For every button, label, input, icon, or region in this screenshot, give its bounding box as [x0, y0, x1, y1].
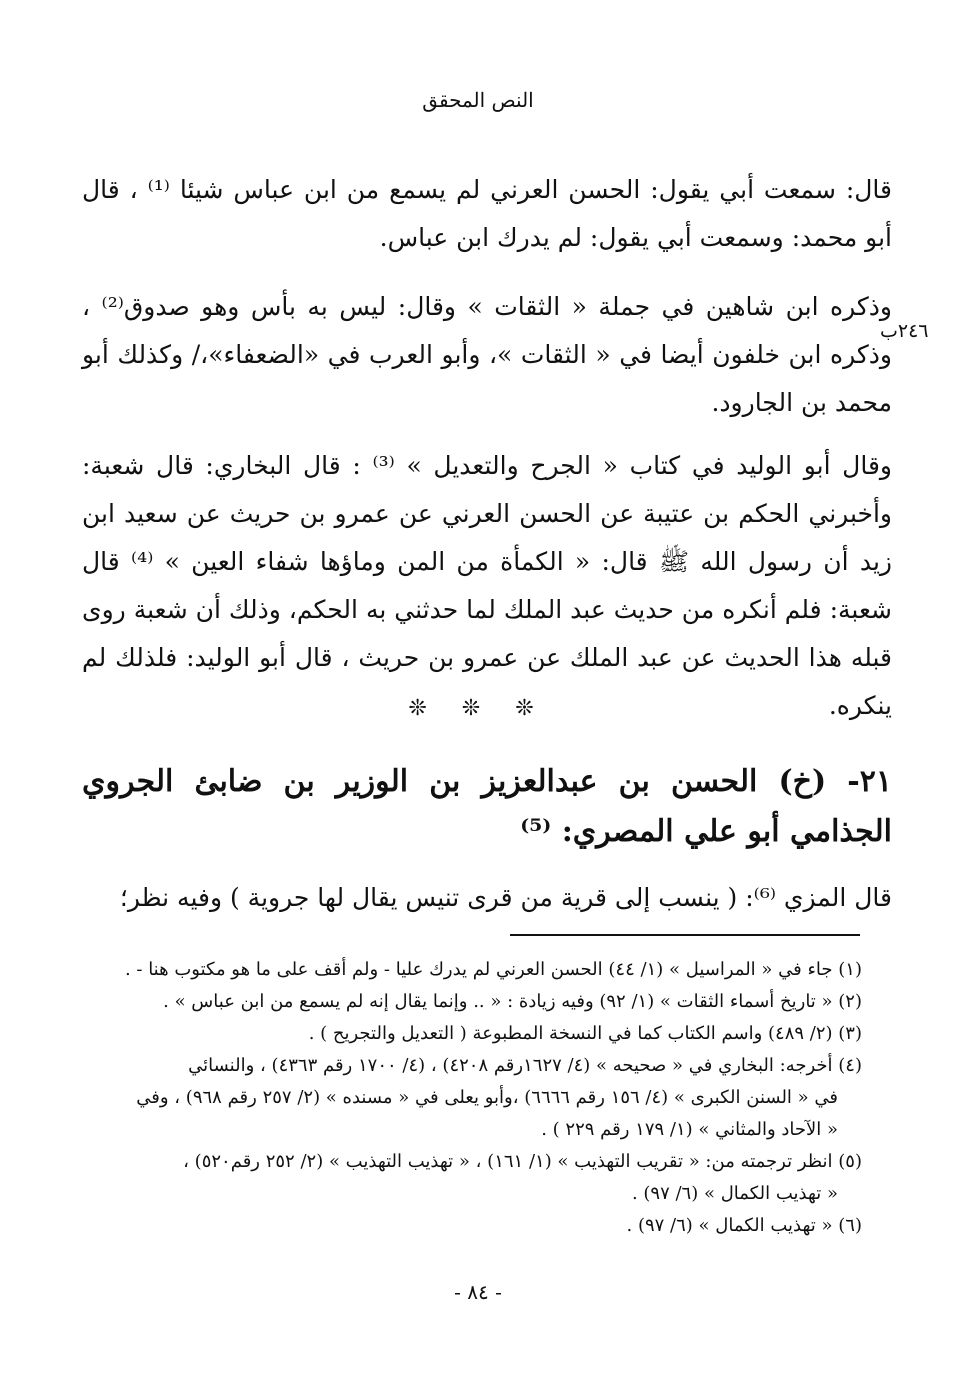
- footnote: (١) جاء في « المراسيل » (١/ ٤٤) الحسن العرني لم يدرك عليا - ولم أقف على ما هو مكتوب هنا - .: [124, 959, 862, 980]
- main-text: [82, 283, 892, 427]
- footnotes: [82, 954, 862, 1242]
- footnote: (٥) انظر ترجمته من: « تقريب التهذيب » (١/ ١٦١) ، « تهذيب التهذيب » (٢/ ٢٥٢ رقم٥٢٠) ،: [183, 1151, 862, 1172]
- section-separator: ❊ ❊ ❊: [408, 696, 548, 721]
- footnote-rule: [510, 934, 860, 936]
- entry-heading: ٢١- (خ) الحسن بن عبدالعزيز بن الوزير بن ضابئ الجروي الجذامي أبو علي المصري: ⁽⁵⁾: [82, 764, 892, 849]
- paragraph: قال: سمعت أبي يقول: الحسن العرني لم يسمع من ابن عباس شيئا ⁽¹⁾ ، قال أبو محمد: وسمعت أبي يقول: لم يدرك ابن عباس.: [82, 175, 892, 252]
- paragraph: وقال أبو الوليد في كتاب « الجرح والتعديل » ⁽³⁾ : قال البخاري: قال شعبة: وأخبرني الحكم بن عتيبة عن الحسن العرني عن عمرو بن حريث عن سعيد ابن زيد أن رسول الله ﷺ قال: « الكمأة من المن وماؤها شفاء العين » ⁽⁴⁾ قال شعبة: فلم أنكره من حديث عبد الملك لما حدثني به الحكم، وذلك أن شعبة روى قبله هذا الحديث عن عبد الملك عن عمرو بن حريث ، قال أبو الوليد: فلذلك لم ينكره.: [82, 451, 892, 720]
- footnote-continuation: في « السنن الكبرى » (٤/ ١٥٦ رقم ٦٦٦٦) ،وأبو يعلى في « مسنده » (٢/ ٢٥٧ رقم ٩٦٨) ، وفي: [136, 1087, 838, 1108]
- page-number: - ٨٤ -: [454, 1280, 502, 1304]
- footnote: (٣) (٢/ ٤٨٩) واسم الكتاب كما في النسخة المطبوعة ( التعديل والتجريح ) .: [308, 1023, 862, 1044]
- main-text: [82, 442, 892, 730]
- footnote: (٢) « تاريخ أسماء الثقات » (١/ ٩٢) وفيه زيادة : « .. وإنما يقال إنه لم يسمع من ابن عباس » .: [163, 991, 862, 1012]
- footnote-continuation: « الآحاد والمثاني » (١/ ١٧٩ رقم ٢٢٩ ) .: [541, 1119, 838, 1140]
- running-header: النص المحقق: [422, 88, 534, 112]
- footnote-continuation: « تهذيب الكمال » (٦/ ٩٧) .: [631, 1183, 838, 1204]
- folio-margin-note: ٢٤٦ب: [880, 320, 929, 342]
- footnote: (٤) أخرجه: البخاري في « صحيحه » (٤/ ١٦٢٧رقم ٤٢٠٨) ، (٤/ ١٧٠٠ رقم ٤٣٦٣) ، والنسائي: [188, 1055, 862, 1076]
- entry-body: قال المزي ⁽⁶⁾: ( ينسب إلى قرية من قرى تنيس يقال لها جروية ) وفيه نظر؛: [119, 883, 892, 912]
- main-text: [82, 166, 892, 262]
- paragraph: وذكره ابن شاهين في جملة « الثقات » وقال: ليس به بأس وهو صدوق⁽²⁾ ، وذكره ابن خلفون أيضا في « الثقات »، وأبو العرب في «الضعفاء»،/ وكذلك أبو محمد بن الجارود.: [82, 292, 892, 417]
- footnote: (٦) « تهذيب الكمال » (٦/ ٩٧) .: [626, 1215, 862, 1236]
